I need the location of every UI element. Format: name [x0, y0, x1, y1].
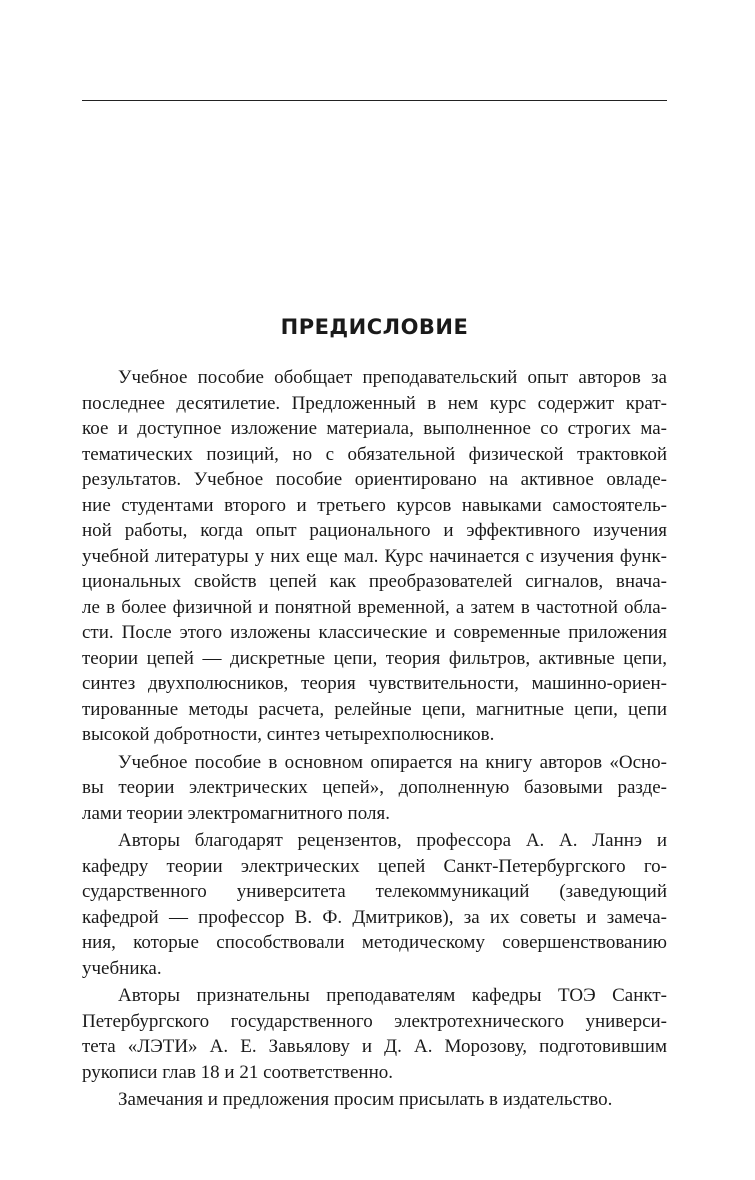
header-rule — [82, 100, 667, 101]
text-line: Авторы признательны преподавателям кафедры ТОЭ Санкт- — [118, 985, 667, 1006]
text-line: сударственного университета телекоммуникаций (заведующий — [82, 881, 667, 902]
text-line: Замечания и предложения просим присылать в издательство. — [118, 1089, 613, 1110]
text-line: вы теории электрических цепей», дополненную базовыми разде- — [82, 777, 667, 798]
text-line: ния, которые способствовали методическому совершенствованию — [82, 932, 667, 953]
paragraph-4 — [82, 983, 667, 1085]
text-line: тированные методы расчета, релейные цепи, магнитные цепи, цепи — [82, 698, 667, 720]
text-line: ле в более физичной и понятной временной, а затем в частотной обла- — [82, 596, 667, 618]
text-line: синтез двухполюсников, теория чувствительности, машинно-ориен- — [82, 673, 667, 694]
text-line: Учебное пособие обобщает преподавательский опыт авторов за — [118, 367, 667, 388]
text-line: Учебное пособие в основном опирается на книгу авторов «Осно- — [118, 751, 667, 773]
paragraph-5 — [82, 1087, 667, 1113]
text-line: циональных свойств цепей как преобразователей сигналов, внача- — [82, 571, 667, 592]
text-line: теории цепей — дискретные цепи, теория фильтров, активные цепи, — [82, 647, 667, 669]
paragraph-2 — [82, 750, 667, 827]
paragraph-1 — [82, 365, 667, 748]
text-line: кафедру теории электрических цепей Санкт-Петербургского го- — [82, 855, 667, 877]
preface-text — [82, 365, 667, 1113]
text-line: Авторы благодарят рецензентов, профессора А. А. Ланнэ и — [118, 830, 667, 851]
text-line: результатов. Учебное пособие ориентировано на активное овладе- — [82, 469, 667, 490]
text-line: Петербургского государственного электротехнического универси- — [82, 1010, 667, 1032]
text-line: тета «ЛЭТИ» А. Е. Завьялову и Д. А. Морозову, подготовившим — [82, 1036, 667, 1057]
text-line: тематических позиций, но с обязательной физической трактовкой — [82, 443, 667, 465]
text-line: сти. После этого изложены классические и современные приложения — [82, 622, 667, 643]
text-line: лами теории электромагнитного поля. — [82, 802, 390, 824]
page-title: ПРЕДИСЛОВИЕ — [280, 315, 469, 339]
text-line: ной работы, когда опыт рационального и эффективного изучения — [82, 520, 667, 541]
text-line: высокой добротности, синтез четырехполюсников. — [82, 724, 495, 745]
text-line: учебной литературы у них еще мал. Курс начинается с изучения функ- — [82, 545, 667, 567]
text-line: кое и доступное изложение материала, выполненное со строгих ма- — [82, 418, 667, 439]
paragraph-3 — [82, 828, 667, 981]
text-line: ние студентами второго и третьего курсов навыками самостоятель- — [82, 494, 667, 516]
text-line: последнее десятилетие. Предложенный в нем курс содержит крат- — [82, 392, 667, 414]
text-line: учебника. — [82, 957, 162, 979]
text-line: кафедрой — профессор В. Ф. Дмитриков), за их советы и замеча- — [82, 906, 667, 928]
text-line: рукописи глав 18 и 21 соответственно. — [82, 1061, 394, 1083]
